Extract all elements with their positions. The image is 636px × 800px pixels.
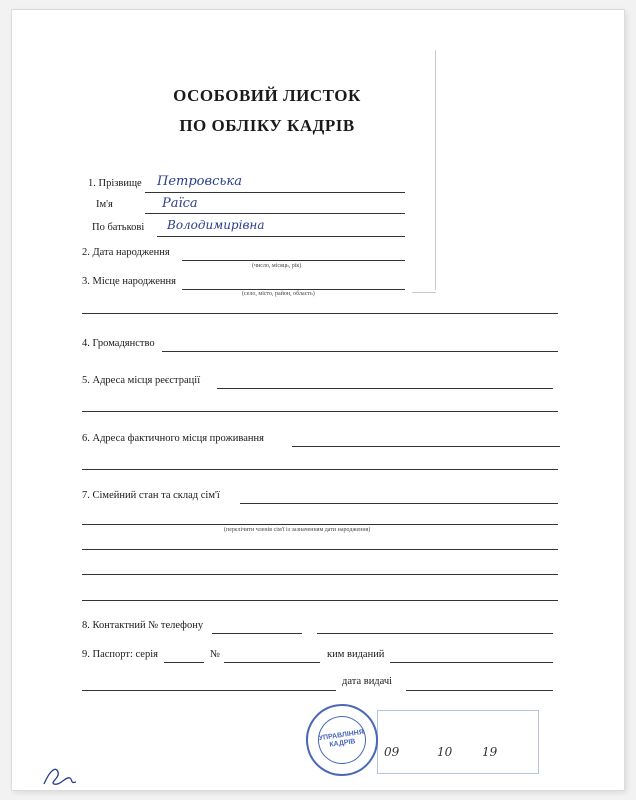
- passport-label: 9. Паспорт: серія: [82, 649, 158, 660]
- issued-by-line-2: [82, 690, 336, 691]
- photo-frame-edge-bottom: [412, 292, 436, 293]
- issued-by-line: [390, 662, 553, 663]
- phone-label: 8. Контактний № телефону: [82, 620, 204, 631]
- surname-line: [145, 192, 405, 193]
- name-value: Раїса: [162, 196, 198, 211]
- name-line: [145, 213, 405, 214]
- reg-address-line-2: [82, 411, 558, 412]
- family-line-4: [82, 574, 558, 575]
- stamp-date-month: 10: [437, 745, 453, 759]
- passport-series-line: [164, 662, 204, 663]
- birth-place-hint: (село, місто, район, область): [242, 291, 315, 297]
- phone-line-2: [317, 633, 553, 634]
- birth-date-label: 2. Дата народження: [82, 247, 170, 258]
- reg-address-label: 5. Адреса місця реєстрації: [82, 375, 201, 386]
- doc-title-line1: ОСОБОВИЙ ЛИСТОК: [173, 86, 361, 105]
- family-hint: (перелічити членів сім'ї із зазначенням дати народження): [224, 527, 371, 533]
- family-line: [240, 503, 558, 504]
- birth-place-label: 3. Місце народження: [82, 276, 176, 287]
- actual-address-line: [292, 446, 560, 447]
- signature-mark: [40, 762, 80, 788]
- stamp-text: УПРАВЛІННЯ КАДРІВ: [318, 728, 365, 749]
- document-sheet: [12, 10, 624, 790]
- actual-address-label: 6. Адреса фактичного місця проживання: [82, 433, 264, 444]
- citizenship-label: 4. Громадянство: [82, 338, 155, 349]
- photo-frame-edge: [435, 50, 436, 290]
- patronymic-value: Володимирівна: [167, 218, 265, 232]
- stamp-date-day: 09: [384, 745, 400, 759]
- passport-no-label: №: [210, 649, 221, 660]
- round-hr-stamp: [301, 699, 382, 780]
- registry-stamp: [377, 710, 539, 774]
- passport-no-line: [224, 662, 320, 663]
- family-label: 7. Сімейний стан та склад сім'ї: [82, 490, 220, 501]
- surname-label: 1. Прізвище: [88, 178, 142, 189]
- issue-date-line: [406, 690, 553, 691]
- issued-by-label: ким виданий: [327, 649, 385, 660]
- patronymic-label: По батькові: [92, 222, 145, 233]
- stamp-date-year: 19: [482, 745, 498, 759]
- phone-line-1: [212, 633, 302, 634]
- birth-date-line: [182, 260, 405, 261]
- reg-address-line: [217, 388, 553, 389]
- birth-date-hint: (число, місяць, рік): [252, 263, 302, 269]
- family-line-3: [82, 549, 558, 550]
- issue-date-label: дата видачі: [342, 676, 393, 687]
- doc-title-line2: ПО ОБЛІКУ КАДРІВ: [179, 116, 355, 135]
- surname-value: Петровська: [157, 174, 242, 189]
- name-label: Ім'я: [96, 199, 113, 210]
- birth-place-line-2: [82, 313, 558, 314]
- citizenship-line: [162, 351, 558, 352]
- family-line-2: [82, 524, 558, 525]
- actual-address-line-2: [82, 469, 558, 470]
- family-line-5: [82, 600, 558, 601]
- birth-place-line: [182, 289, 405, 290]
- patronymic-line: [157, 236, 405, 237]
